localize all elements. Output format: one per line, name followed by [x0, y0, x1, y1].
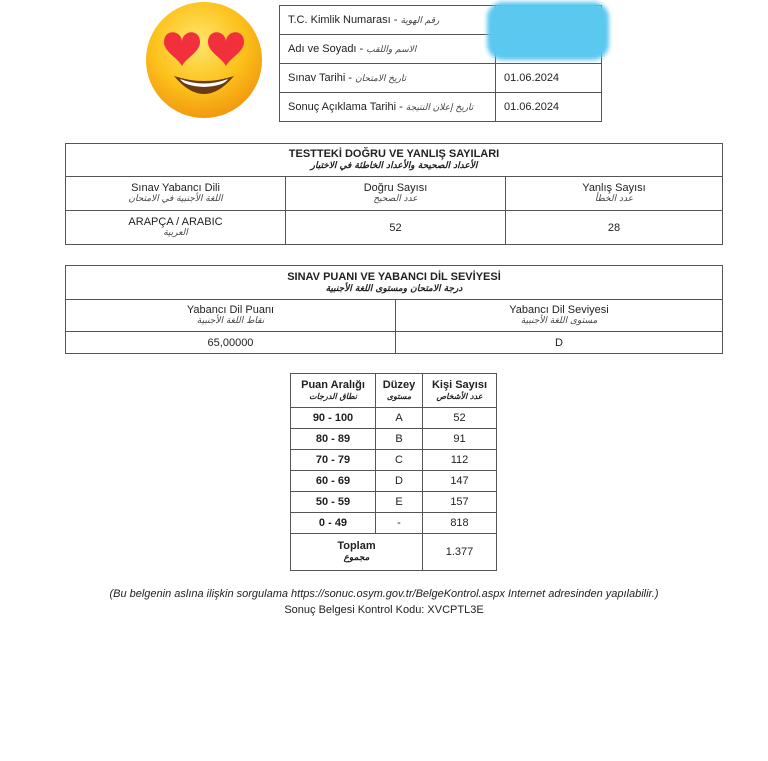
score-column-row [66, 300, 723, 332]
id-label: T.C. Kimlik Numarası - رقم الهوية [280, 6, 496, 35]
verification-note: (Bu belgenin aslına ilişkin sorgulama https://sonuc.osym.gov.tr/BelgeKontrol.aspx Internet adresinden yapılabilir.) [109, 588, 659, 600]
score-level-table [65, 265, 723, 354]
control-code: Sonuç Belgesi Kontrol Kodu: XVCPTL3E [284, 604, 484, 616]
level-cell: E [376, 492, 423, 513]
score-distribution-table [290, 373, 497, 571]
correct-count-header: Doğru Sayısı عدد الصحيح [286, 177, 506, 211]
correct-wrong-table [65, 143, 723, 245]
total-row [291, 534, 497, 571]
redaction-blur [487, 2, 609, 60]
total-label: Toplam مجموع [291, 534, 423, 571]
info-row-result-date [280, 93, 602, 122]
range-cell: 90 - 100 [291, 408, 376, 429]
correct-count-value: 52 [286, 211, 506, 245]
info-row-exam-date [280, 64, 602, 93]
range-header: Puan Aralığı نطاق الدرجات [291, 374, 376, 408]
heart-eyes-emoji-icon [144, 0, 264, 120]
total-value: 1.377 [423, 534, 497, 571]
exam-language-value: ARAPÇA / ARABIC العربية [66, 211, 286, 245]
range-cell: 0 - 49 [291, 513, 376, 534]
points-value: 65,00000 [66, 332, 396, 354]
table-row [291, 471, 497, 492]
name-label: Adı ve Soyadı - الاسم واللقب [280, 35, 496, 64]
count-cell: 157 [423, 492, 497, 513]
exam-language-header: Sınav Yabancı Dili اللغة الأجنبية في الامتحان [66, 177, 286, 211]
counts-title: TESTTEKİ DOĞRU VE YANLIŞ SAYILARI الأعداد الصحيحة والأعداد الخاطئة في الاختبار [66, 144, 723, 177]
score-value-row [66, 332, 723, 354]
range-cell: 70 - 79 [291, 450, 376, 471]
result-date-value: 01.06.2024 [496, 93, 602, 122]
counts-value-row [66, 211, 723, 245]
table-row [291, 450, 497, 471]
points-header: Yabancı Dil Puanı نقاط اللغة الأجنبية [66, 300, 396, 332]
wrong-count-value: 28 [506, 211, 723, 245]
count-cell: 52 [423, 408, 497, 429]
table-row [291, 429, 497, 450]
range-cell: 80 - 89 [291, 429, 376, 450]
distribution-header-row [291, 374, 497, 408]
count-cell: 147 [423, 471, 497, 492]
counts-column-row [66, 177, 723, 211]
count-cell: 818 [423, 513, 497, 534]
level-cell: A [376, 408, 423, 429]
score-title: SINAV PUANI VE YABANCI DİL SEVİYESİ درجة الامتحان ومستوى اللغة الأجنبية [66, 266, 723, 300]
exam-date-label: Sınav Tarihi - تاريخ الامتحان [280, 64, 496, 93]
count-cell: 112 [423, 450, 497, 471]
level-cell: C [376, 450, 423, 471]
count-header: Kişi Sayısı عدد الأشخاص [423, 374, 497, 408]
wrong-count-header: Yanlış Sayısı عدد الخطأ [506, 177, 723, 211]
exam-date-value: 01.06.2024 [496, 64, 602, 93]
range-cell: 50 - 59 [291, 492, 376, 513]
count-cell: 91 [423, 429, 497, 450]
table-row [291, 513, 497, 534]
score-header-row [66, 266, 723, 300]
level-cell: D [376, 471, 423, 492]
level-header: Yabancı Dil Seviyesi مستوى اللغة الأجنبية [396, 300, 723, 332]
level-cell: - [376, 513, 423, 534]
table-row [291, 408, 497, 429]
counts-header-row [66, 144, 723, 177]
table-row [291, 492, 497, 513]
level-col-header: Düzey مستوى [376, 374, 423, 408]
result-date-label: Sonuç Açıklama Tarihi - تاريخ إعلان النتيجة [280, 93, 496, 122]
level-value: D [396, 332, 723, 354]
level-cell: B [376, 429, 423, 450]
range-cell: 60 - 69 [291, 471, 376, 492]
